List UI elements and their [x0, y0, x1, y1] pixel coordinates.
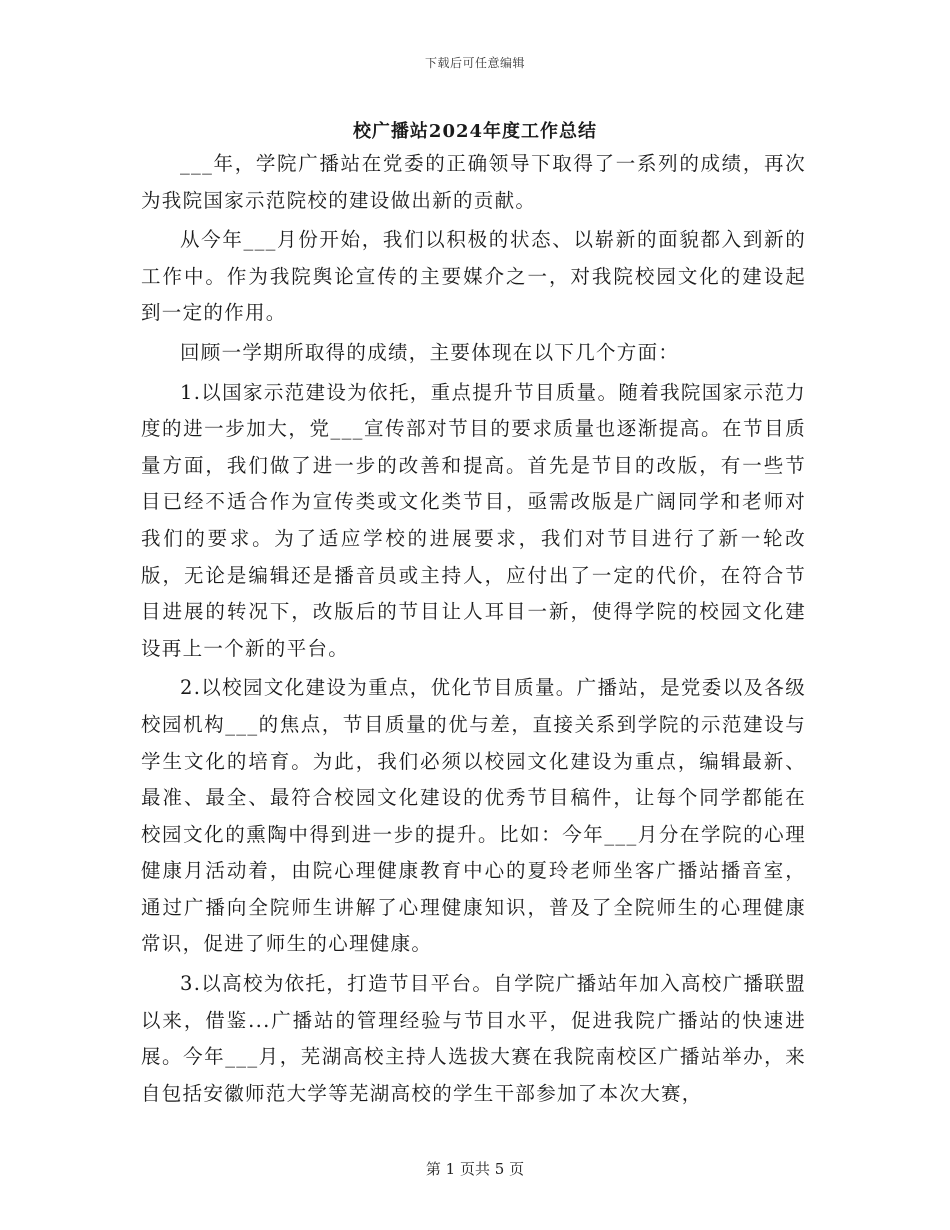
document-body: [141, 146, 806, 1115]
page-number: 第 1 页共 5 页: [425, 1160, 525, 1178]
paragraph-2: 从今年___月份开始，我们以积极的状态、以崭新的面貌都入到新的工作中。作为我院舆论宣传的主要媒介之一，对我院校园文化的建设起到一定的作用。: [141, 228, 806, 325]
document-title: 校广播站2024年度工作总结: [352, 121, 598, 142]
paragraph-3: 回顾一学期所取得的成绩，主要体现在以下几个方面：: [180, 340, 680, 364]
paragraph-1: ___年，学院广播站在党委的正确领导下取得了一系列的成绩，再次为我院国家示范院校的建设做出新的贡献。: [141, 152, 806, 212]
paragraph-4: 1.以国家示范建设为依托，重点提升节目质量。随着我院国家示范力度的进一步加大，党___宣传部对节目的要求质量也逐渐提高。在节目质量方面，我们做了进一步的改善和提高。首先是节目的改版，有一些节目已经不适合作为宣传类或文化类节目，亟需改版是广阔同学和老师对我们的要求。为了适应学校的进展要求，我们对节目进行了新一轮改版，无论是编辑还是播音员或主持人，应付出了一定的代价，在符合节目进展的转况下，改版后的节目让人耳目一新，使得学院的校园文化建设再上一个新的平台。: [141, 380, 806, 660]
page-header: 下载后可任意编辑: [424, 56, 525, 70]
paragraph-6: 3.以高校为依托，打造节目平台。自学院广播站年加入高校广播联盟以来，借鉴...广播站的管理经验与节目水平，促进我院广播站的快速进展。今年___月，芜湖高校主持人选拔大赛在我院南校区广播站举办，来自包括安徽师范大学等芜湖高校的学生干部参加了本次大赛，: [141, 972, 806, 1105]
paragraph-5: 2.以校园文化建设为重点，优化节目质量。广播站，是党委以及各级校园机构___的焦点，节目质量的优与差，直接关系到学院的示范建设与学生文化的培育。为此，我们必须以校园文化建设为重点，编辑最新、最准、最全、最符合校园文化建设的优秀节目稿件，让每个同学都能在校园文化的熏陶中得到进一步的提升。比如：今年___月分在学院的心理健康月活动着，由院心理健康教育中心的夏玲老师坐客广播站播音室，通过广播向全院师生讲解了心理健康知识，普及了全院师生的心理健康常识，促进了师生的心理健康。: [141, 676, 806, 956]
